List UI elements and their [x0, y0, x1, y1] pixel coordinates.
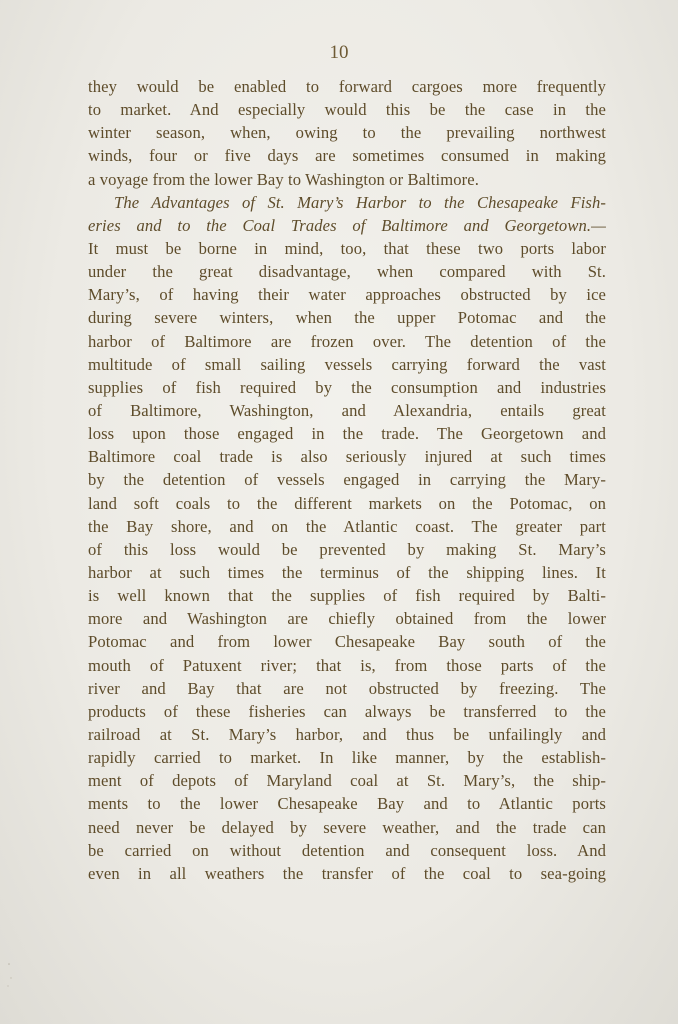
text-line: under the great disadvantage, when compared with St. — [88, 262, 606, 282]
text-line: the Bay shore, and on the Atlantic coast. The greater part — [88, 516, 606, 536]
text-line: winds, four or five days are sometimes consumed in making — [88, 146, 606, 166]
text-line: products of these fisheries can always be transferred to the — [88, 701, 606, 721]
text-line: railroad at St. Mary’s harbor, and thus be unfailingly and — [88, 724, 606, 744]
text-line: a voyage from the lower Bay to Washington or Baltimore. — [88, 169, 479, 189]
text-line: Mary’s, of having their water approaches obstructed by ice — [88, 285, 606, 305]
text-line: winter season, when, owing to the prevailing northwest — [88, 123, 606, 143]
text-line: harbor of Baltimore are frozen over. The detention of the — [88, 331, 606, 351]
text-line: ment of depots of Maryland coal at St. Mary’s, the ship- — [88, 771, 606, 791]
text-line: supplies of fish required by the consumption and industries — [88, 377, 606, 397]
text-line: during severe winters, when the upper Potomac and the — [88, 308, 606, 328]
text-line: rapidly carried to market. In like manner, by the establish- — [88, 748, 606, 768]
text-line: by the detention of vessels engaged in carrying the Mary- — [88, 470, 606, 490]
text-line: ments to the lower Chesapeake Bay and to Atlantic ports — [88, 794, 606, 814]
text-line: of this loss would be prevented by making St. Mary’s — [88, 539, 606, 559]
section-heading-line: eries and to the Coal Trades of Baltimore and Georgetown.— — [88, 215, 606, 235]
text-line: It must be borne in mind, too, that these two ports labor — [88, 238, 606, 258]
section-heading-line: The Advantages of St. Mary’s Harbor to the Chesapeake Fish- — [114, 192, 606, 212]
text-line: Potomac and from lower Chesapeake Bay south of the — [88, 632, 606, 652]
text-line: is well known that the supplies of fish required by Balti- — [88, 586, 606, 606]
text-line: harbor at such times the terminus of the shipping lines. It — [88, 562, 606, 582]
page-number: 10 — [329, 42, 349, 63]
text-line: Baltimore coal trade is also seriously injured at such times — [88, 447, 606, 467]
text-line: land soft coals to the different markets on the Potomac, on — [88, 493, 606, 513]
text-line: multitude of small sailing vessels carrying forward the vast — [88, 354, 606, 374]
body-text — [88, 75, 606, 885]
text-line: of Baltimore, Washington, and Alexandria, entails great — [88, 400, 606, 420]
text-line: even in all weathers the transfer of the coal to sea-going — [88, 863, 606, 883]
text-line: they would be enabled to forward cargoes more frequently — [88, 77, 606, 96]
text-line: need never be delayed by severe weather, and the trade can — [88, 817, 606, 837]
text-line: loss upon those engaged in the trade. The Georgetown and — [88, 424, 606, 444]
text-line: be carried on without detention and consequent loss. And — [88, 840, 606, 860]
text-line: to market. And especially would this be the case in the — [88, 100, 606, 120]
text-line: mouth of Patuxent river; that is, from those parts of the — [88, 655, 606, 675]
text-line: river and Bay that are not obstructed by freezing. The — [88, 678, 606, 698]
text-line: more and Washington are chiefly obtained from the lower — [88, 609, 606, 629]
paper-specks — [6, 960, 16, 990]
